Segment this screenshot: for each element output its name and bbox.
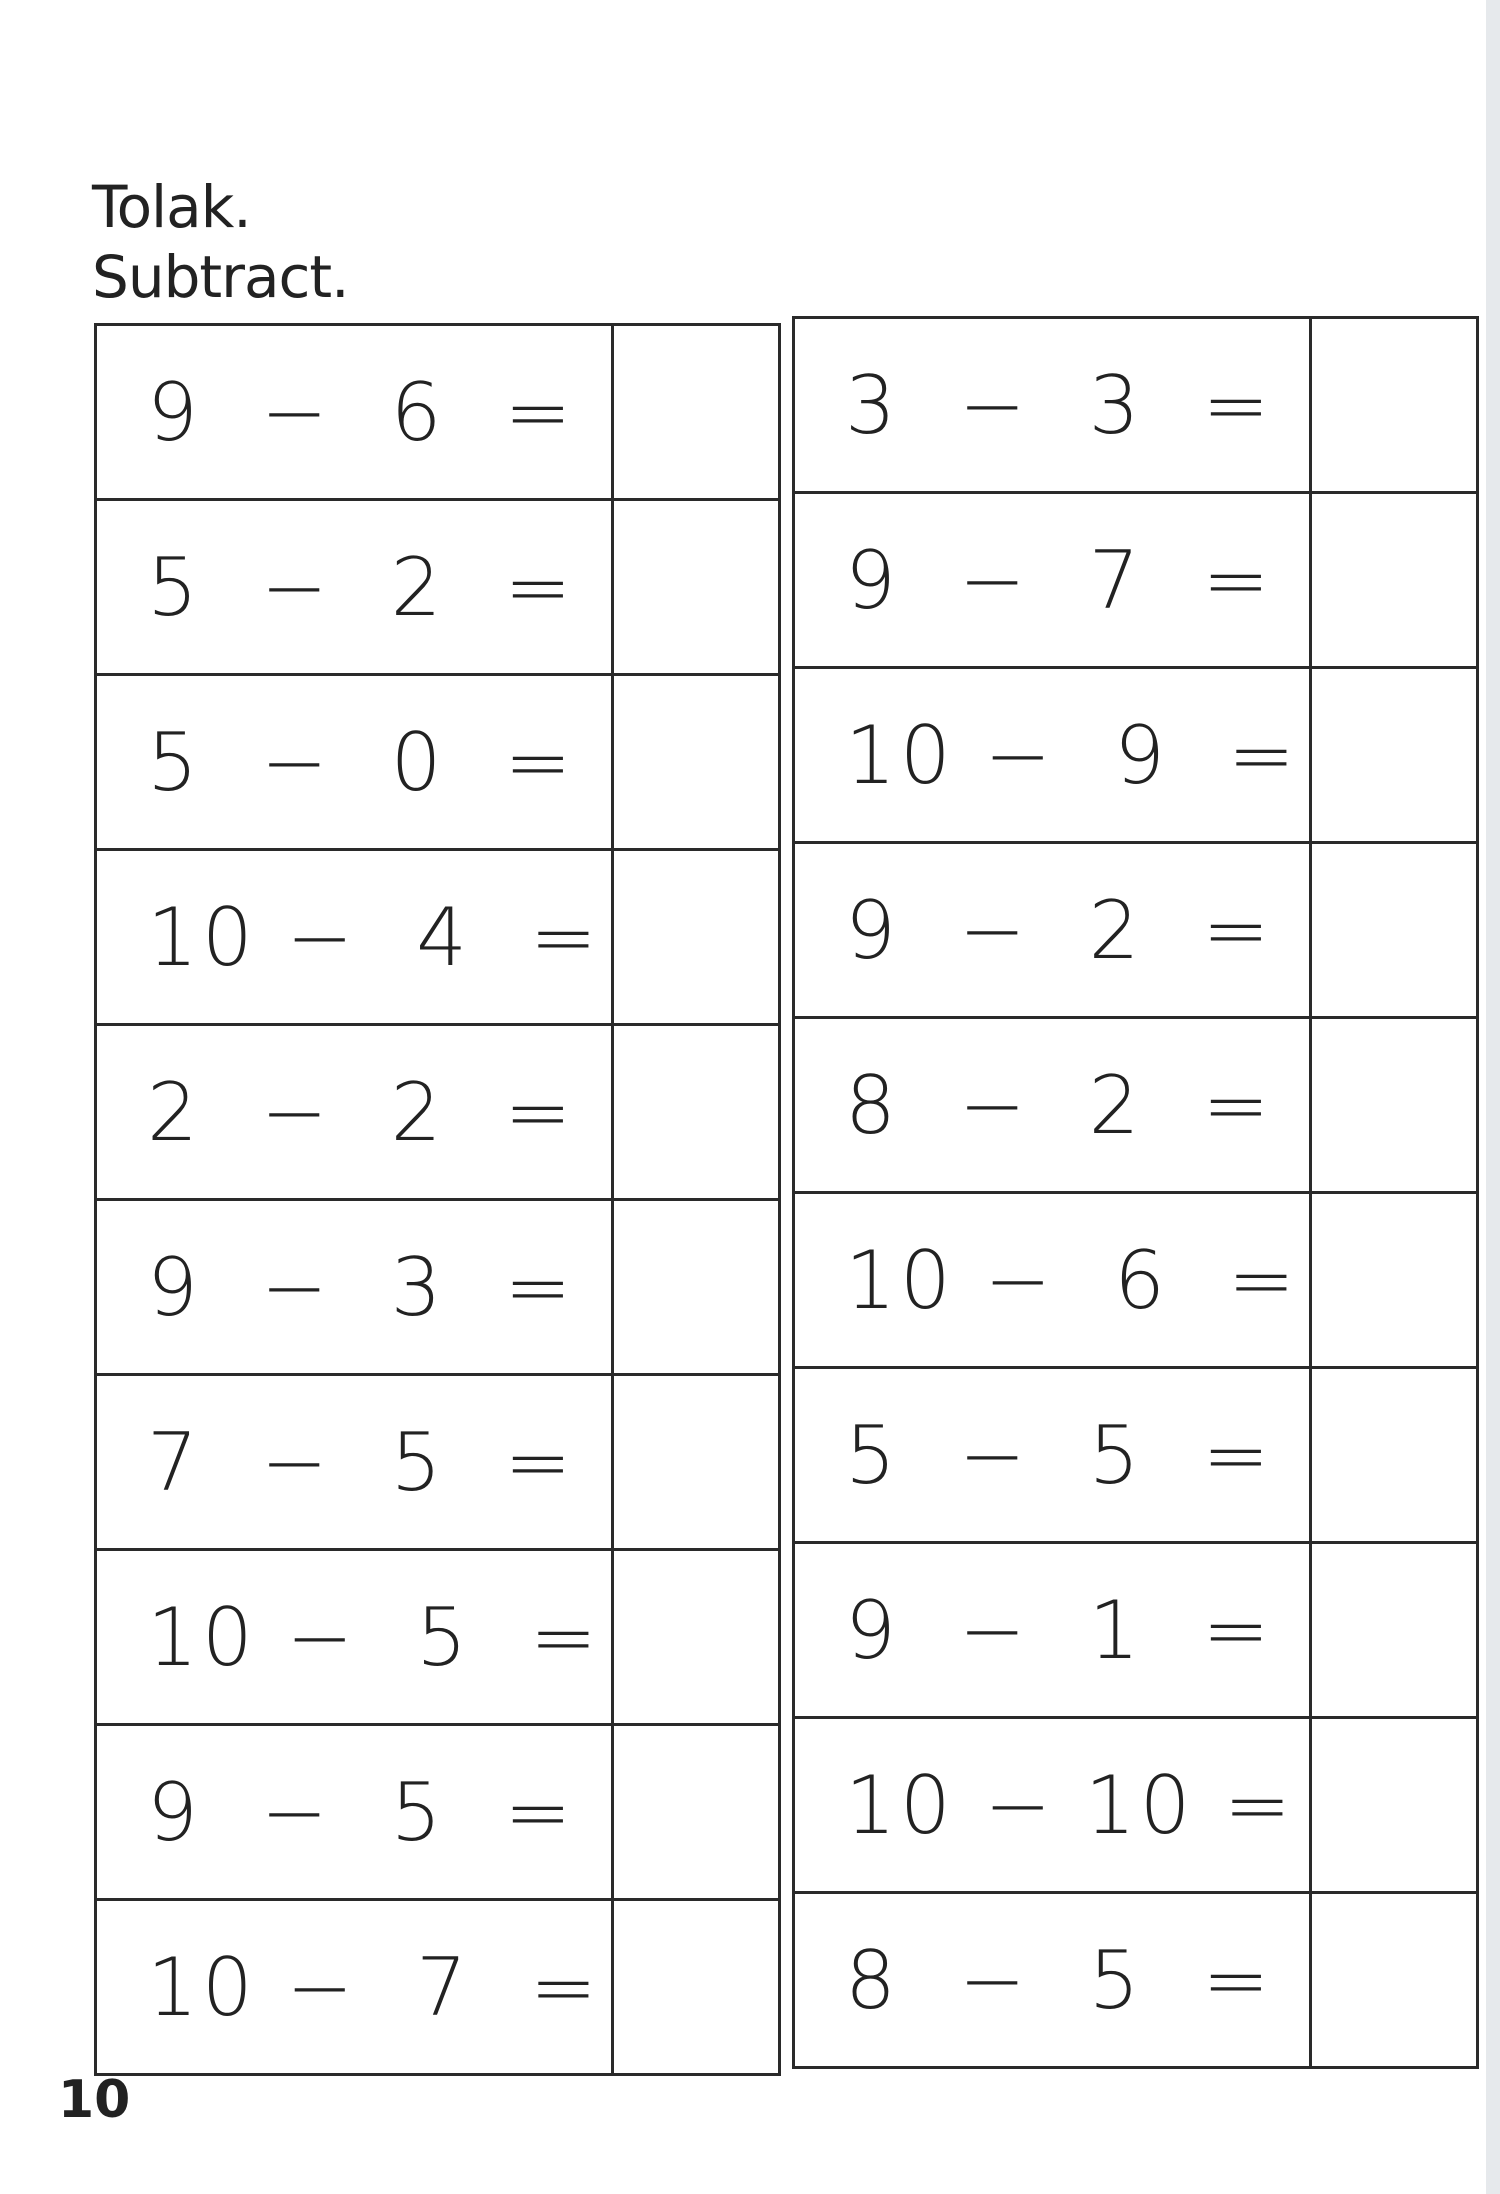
- answer-box[interactable]: [613, 1900, 780, 2075]
- answer-box[interactable]: [1311, 1543, 1478, 1718]
- subtraction-problem: 9 − 2 =: [794, 843, 1311, 1018]
- subtraction-problem: 9 − 3 =: [96, 1200, 613, 1375]
- subtraction-problem: 8 − 2 =: [794, 1018, 1311, 1193]
- right-problem-table: [792, 316, 1479, 2069]
- answer-box[interactable]: [613, 325, 780, 500]
- table-row: [96, 675, 780, 850]
- answer-box[interactable]: [1311, 1193, 1478, 1368]
- subtraction-problem: 9 − 7 =: [794, 493, 1311, 668]
- subtraction-problem: 3 − 3 =: [794, 318, 1311, 493]
- answer-box[interactable]: [613, 1025, 780, 1200]
- table-row: [794, 1368, 1478, 1543]
- instructions: [92, 172, 349, 312]
- subtraction-problem: 9 − 5 =: [96, 1725, 613, 1900]
- subtraction-problem: 10 − 9 =: [794, 668, 1311, 843]
- table-row: [794, 493, 1478, 668]
- answer-box[interactable]: [613, 1550, 780, 1725]
- table-row: [794, 1543, 1478, 1718]
- subtraction-problem: 5 − 0 =: [96, 675, 613, 850]
- table-row: [96, 850, 780, 1025]
- subtraction-problem: 10 − 10 =: [794, 1718, 1311, 1893]
- subtraction-problem: 10 − 5 =: [96, 1550, 613, 1725]
- table-row: [794, 1718, 1478, 1893]
- table-row: [794, 1018, 1478, 1193]
- left-problem-table: [94, 323, 781, 2076]
- table-row: [96, 1725, 780, 1900]
- answer-box[interactable]: [1311, 1893, 1478, 2068]
- instruction-malay: Tolak.: [92, 173, 251, 241]
- table-row: [96, 325, 780, 500]
- table-row: [96, 500, 780, 675]
- subtraction-problem: 10 − 7 =: [96, 1900, 613, 2075]
- subtraction-problem: 7 − 5 =: [96, 1375, 613, 1550]
- instruction-english: Subtract.: [92, 243, 349, 311]
- table-row: [794, 843, 1478, 1018]
- subtraction-problem: 2 − 2 =: [96, 1025, 613, 1200]
- table-row: [96, 1900, 780, 2075]
- answer-box[interactable]: [1311, 1718, 1478, 1893]
- table-row: [96, 1025, 780, 1200]
- answer-box[interactable]: [613, 1725, 780, 1900]
- table-row: [794, 1193, 1478, 1368]
- subtraction-problem: 8 − 5 =: [794, 1893, 1311, 2068]
- page-edge-shadow: [1486, 0, 1500, 2194]
- answer-box[interactable]: [613, 1375, 780, 1550]
- table-row: [794, 1893, 1478, 2068]
- answer-box[interactable]: [1311, 843, 1478, 1018]
- page-number: 10: [58, 2070, 131, 2130]
- answer-box[interactable]: [1311, 1368, 1478, 1543]
- subtraction-problem: 9 − 1 =: [794, 1543, 1311, 1718]
- table-row: [794, 668, 1478, 843]
- answer-box[interactable]: [1311, 318, 1478, 493]
- subtraction-problem: 10 − 4 =: [96, 850, 613, 1025]
- answer-box[interactable]: [1311, 493, 1478, 668]
- answer-box[interactable]: [1311, 1018, 1478, 1193]
- answer-box[interactable]: [613, 500, 780, 675]
- answer-box[interactable]: [613, 850, 780, 1025]
- answer-box[interactable]: [613, 675, 780, 850]
- table-row: [794, 318, 1478, 493]
- table-row: [96, 1375, 780, 1550]
- answer-box[interactable]: [1311, 668, 1478, 843]
- answer-box[interactable]: [613, 1200, 780, 1375]
- subtraction-problem: 5 − 5 =: [794, 1368, 1311, 1543]
- subtraction-problem: 5 − 2 =: [96, 500, 613, 675]
- table-row: [96, 1200, 780, 1375]
- subtraction-problem: 9 − 6 =: [96, 325, 613, 500]
- subtraction-problem: 10 − 6 =: [794, 1193, 1311, 1368]
- table-row: [96, 1550, 780, 1725]
